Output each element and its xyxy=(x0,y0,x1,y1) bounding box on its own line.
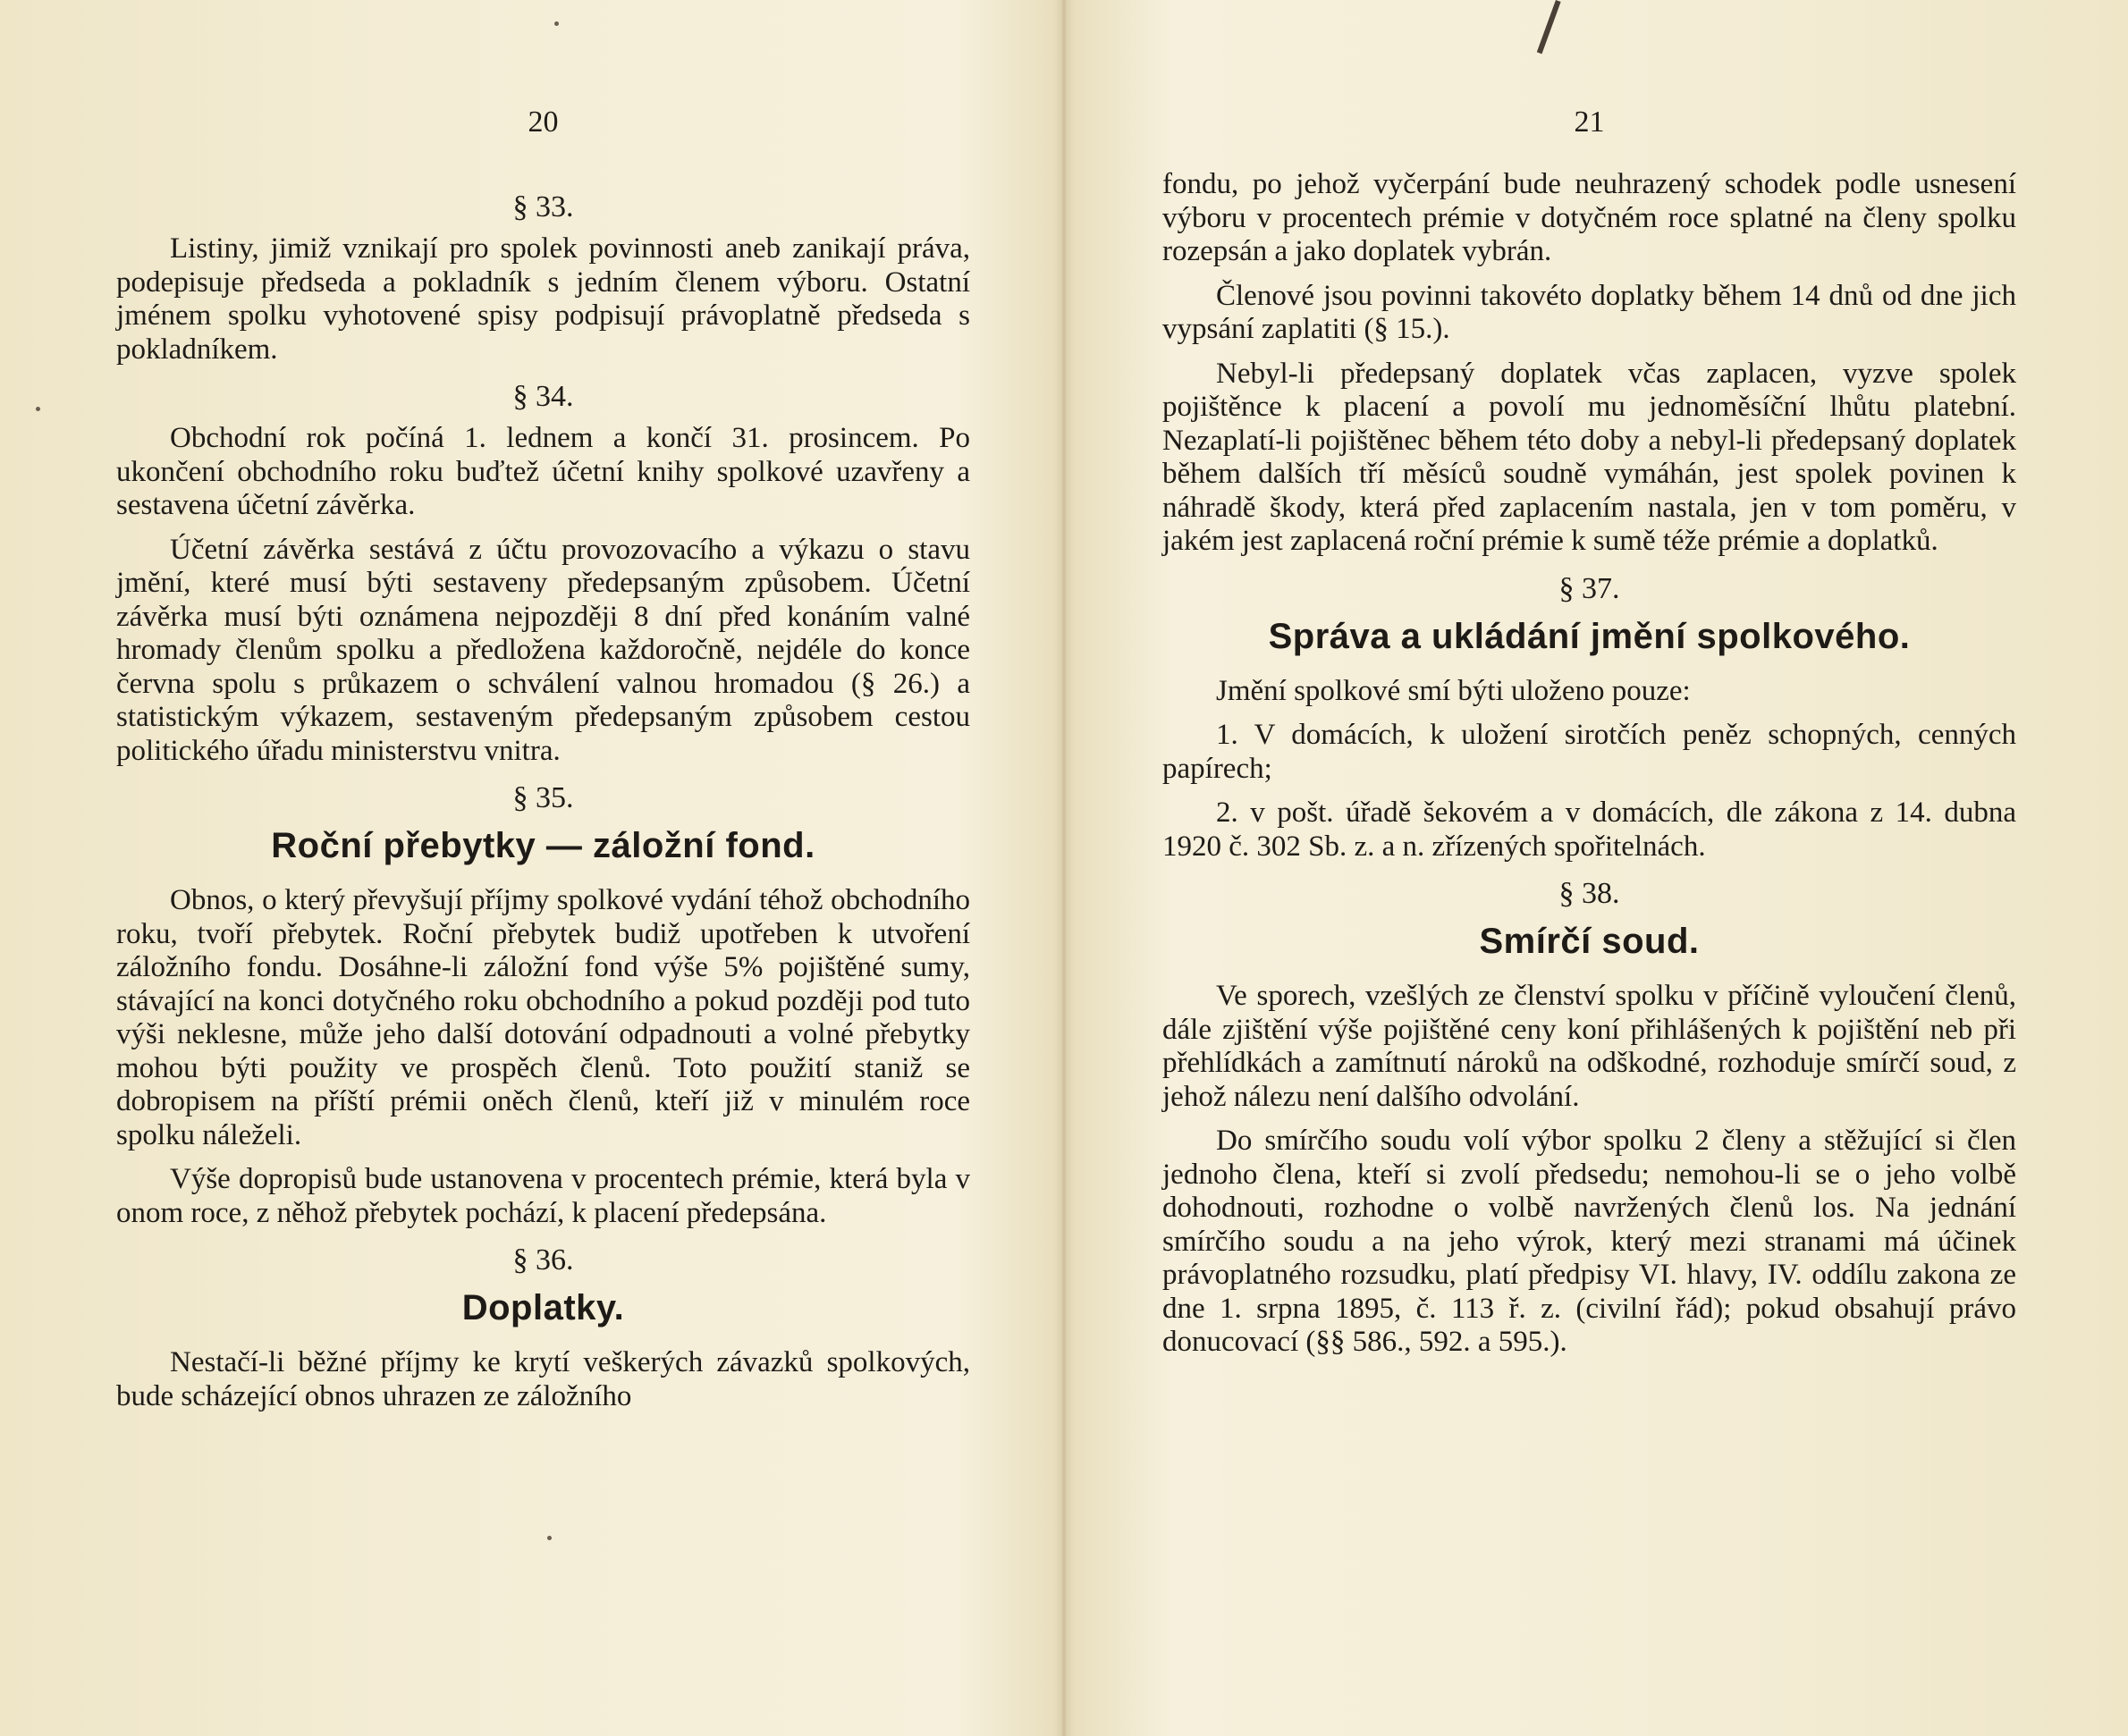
paragraph: Nebyl-li předepsaný doplatek včas zaplacen, vyzve spolek pojištěnce k placení a povolí mu jednoměsíční lhůtu platební. Nezaplatí-li pojištěnec během této doby a nebyl-li předepsaný doplatek během dalších tří měsíců soudně vymáhán, jest spolek povinen k náhradě škody, která před zaplacením nastala, jen v tom poměru, v jakém jest zaplacená roční prémie k sumě téže prémie a doplatků. xyxy=(1162,357,2016,557)
page-number: 21 xyxy=(1574,105,1605,139)
left-page xyxy=(116,0,970,1736)
section-title: Správa a ukládání jmění spolkového. xyxy=(1268,616,1911,656)
paragraph: Obnos, o který převyšují příjmy spolkové vydání téhož obchodního roku, tvoří přebytek. Roční přebytek budiž upotřeben k utvoření záložního fondu. Dosáhne-li záložní fond výše 5% pojištěné sumy, stávající na konci dotyčného roku obchodního a pokud později pod tuto výši neklesne, může jeho další dotování odpadnouti a volné přebytky mohou býti použity ve prospěch členů. Toto použití staniž se dobropisem na příští prémii oněch členů, kteří již v minulém roce spolku náleželi. xyxy=(116,884,970,1151)
section-heading: § 36. xyxy=(512,1243,574,1277)
section-heading: § 34. xyxy=(512,380,574,413)
section-title: Roční přebytky — záložní fond. xyxy=(271,826,815,865)
paragraph: Obchodní rok počíná 1. lednem a končí 31. prosincem. Po ukončení obchodního roku buďtež účetní knihy spolkové uzavřeny a sestavena účetní závěrka. xyxy=(116,422,970,521)
paragraph: Jmění spolkové smí býti uloženo pouze: xyxy=(1216,674,1691,707)
paragraph: Ve sporech, vzešlých ze členství spolku v příčině vyloučení členů, dále zjištění výše pojištěné ceny koní přihlášených k pojištění neb při přehlídkách a zamítnutí nároků na odškodné, rozhoduje smírčí soud, z jehož nálezu není dalšího odvolání. xyxy=(1162,980,2016,1113)
paragraph: Nestačí-li běžné příjmy ke krytí veškerých závazků spolkových, bude scházející obnos uhrazen ze záložního xyxy=(116,1346,970,1412)
list-item: 1. V domácích, k uložení sirotčích peněz schopných, cenných papírech; xyxy=(1162,719,2016,785)
book-fold xyxy=(1062,0,1066,1736)
section-title: Doplatky. xyxy=(461,1288,625,1327)
list-item: 2. v pošt. úřadě šekovém a v domácích, dle zákona z 14. dubna 1920 č. 302 Sb. z. a n. zřízených spořitelnách. xyxy=(1162,796,2016,863)
section-heading: § 38. xyxy=(1558,877,1620,910)
section-title: Smírčí soud. xyxy=(1479,922,1700,961)
section-heading: § 37. xyxy=(1558,571,1620,605)
paragraph: Účetní závěrka sestává z účtu provozovacího a výkazu o stavu jmění, které musí býti sestaveny předepsaným způsobem. Účetní závěrka musí býti oznámena nejpozději 8 dní před konáním valné hromady členům spolku a předložena každoročně, nejdéle do konce června spolu s průkazem o schválení valnou hromadou (§ 26.) a statistickým výkazem, sestaveným předepsaným způsobem cestou politického úřadu ministerstvu vnitra. xyxy=(116,533,970,767)
paragraph: Listiny, jimiž vznikají pro spolek povinnosti aneb zanikají práva, podepisuje předseda a pokladník s jedním členem výboru. Ostatní jménem spolku vyhotovené spisy podpisují právoplatně předseda s pokladníkem. xyxy=(116,232,970,366)
section-heading: § 35. xyxy=(512,781,574,814)
paragraph: fondu, po jehož vyčerpání bude neuhrazený schodek podle usnesení výboru v procentech prémie v dotyčném roce splatné na členy spolku rozepsán a jako doplatek vybrán. xyxy=(1162,168,2016,267)
page-number: 20 xyxy=(528,105,559,139)
right-page-content xyxy=(1162,168,2016,1370)
paragraph: Výše dopropisů bude ustanovena v procentech prémie, která byla v onom roce, z něhož přebytek pochází, k placení předepsána. xyxy=(116,1163,970,1229)
paragraph: Do smírčího soudu volí výbor spolku 2 členy a stěžující si člen jednoho člena, kteří si zvolí předsedu; nemohou-li se o jeho volbě dohodnouti, rozhodne o volbě navržených členů los. Na jednání smírčího soudu a na jeho výrok, který mezi stranami má účinek právoplatného rozsudku, platí předpisy VI. hlavy, IV. oddílu zakona ze dne 1. srpna 1895, č. 113 ř. z. (civilní řád); pokud obsahují právo donucovací (§§ 586., 592. a 595.). xyxy=(1162,1125,2016,1358)
left-page-content xyxy=(116,179,970,1424)
right-page xyxy=(1162,0,2016,1736)
paper-speck xyxy=(36,407,40,411)
paragraph: Členové jsou povinni takovéto doplatky během 14 dnů od dne jich vypsání zaplatiti (§ 15.). xyxy=(1162,279,2016,345)
section-heading: § 33. xyxy=(512,190,574,223)
